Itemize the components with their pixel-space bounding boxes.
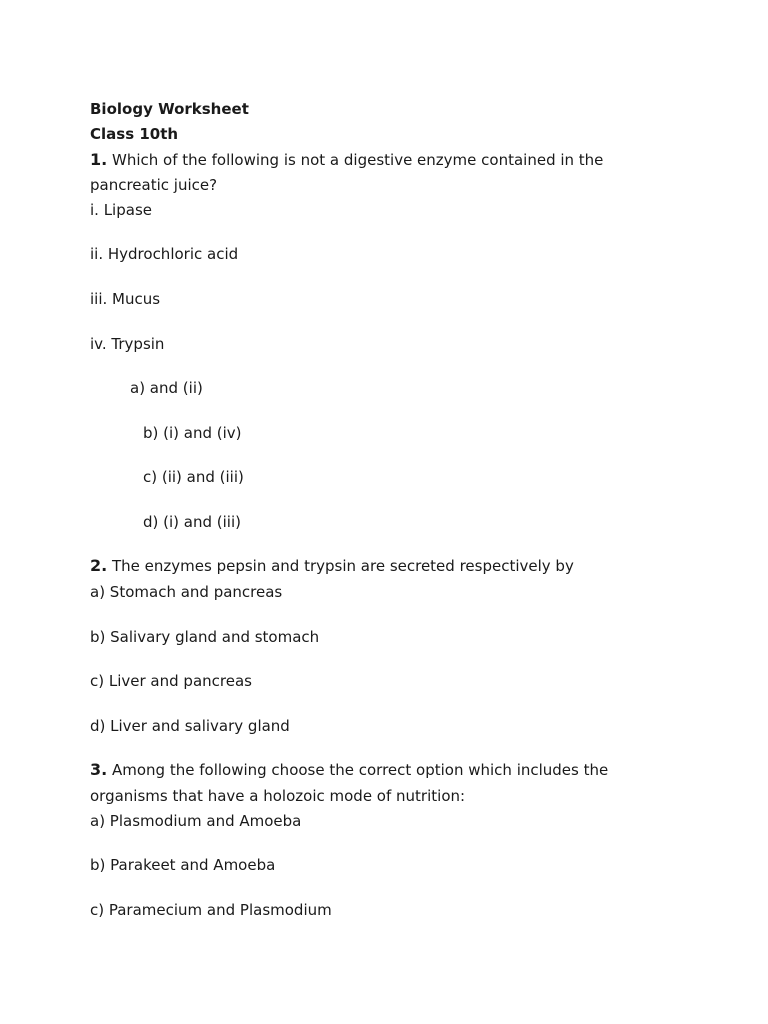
answer-option: b) (i) and (iv) [143,424,242,442]
answer-option: d) Liver and salivary gland [90,717,290,735]
question-number: 1. [90,150,108,169]
question-text: Which of the following is not a digestive enzyme contained in the [112,151,604,169]
answer-option: a) Plasmodium and Amoeba [90,812,302,830]
question-3 [90,760,608,780]
answer-option: c) Paramecium and Plasmodium [90,901,332,919]
question-2 [90,556,574,576]
class-label: Class 10th [90,125,179,143]
list-item: i. Lipase [90,201,152,219]
question-number: 3. [90,760,108,779]
answer-option: b) Salivary gland and stomach [90,628,320,646]
list-item: ii. Hydrochloric acid [90,245,239,263]
answer-option: a) Stomach and pancreas [90,583,283,601]
answer-option: d) (i) and (iii) [143,513,241,531]
answer-option: b) Parakeet and Amoeba [90,856,276,874]
question-1 [90,150,603,170]
question-text: Among the following choose the correct option which includes the [112,761,609,779]
list-item: iii. Mucus [90,290,161,308]
question-text-continued: organisms that have a holozoic mode of nutrition: [90,787,466,805]
question-number: 2. [90,556,108,575]
answer-option: c) Liver and pancreas [90,672,252,690]
question-text: The enzymes pepsin and trypsin are secreted respectively by [112,557,574,575]
list-item: iv. Trypsin [90,335,165,353]
answer-option: a) and (ii) [130,379,203,397]
answer-option: c) (ii) and (iii) [143,468,244,486]
worksheet-title: Biology Worksheet [90,100,249,118]
question-text-continued: pancreatic juice? [90,176,218,194]
